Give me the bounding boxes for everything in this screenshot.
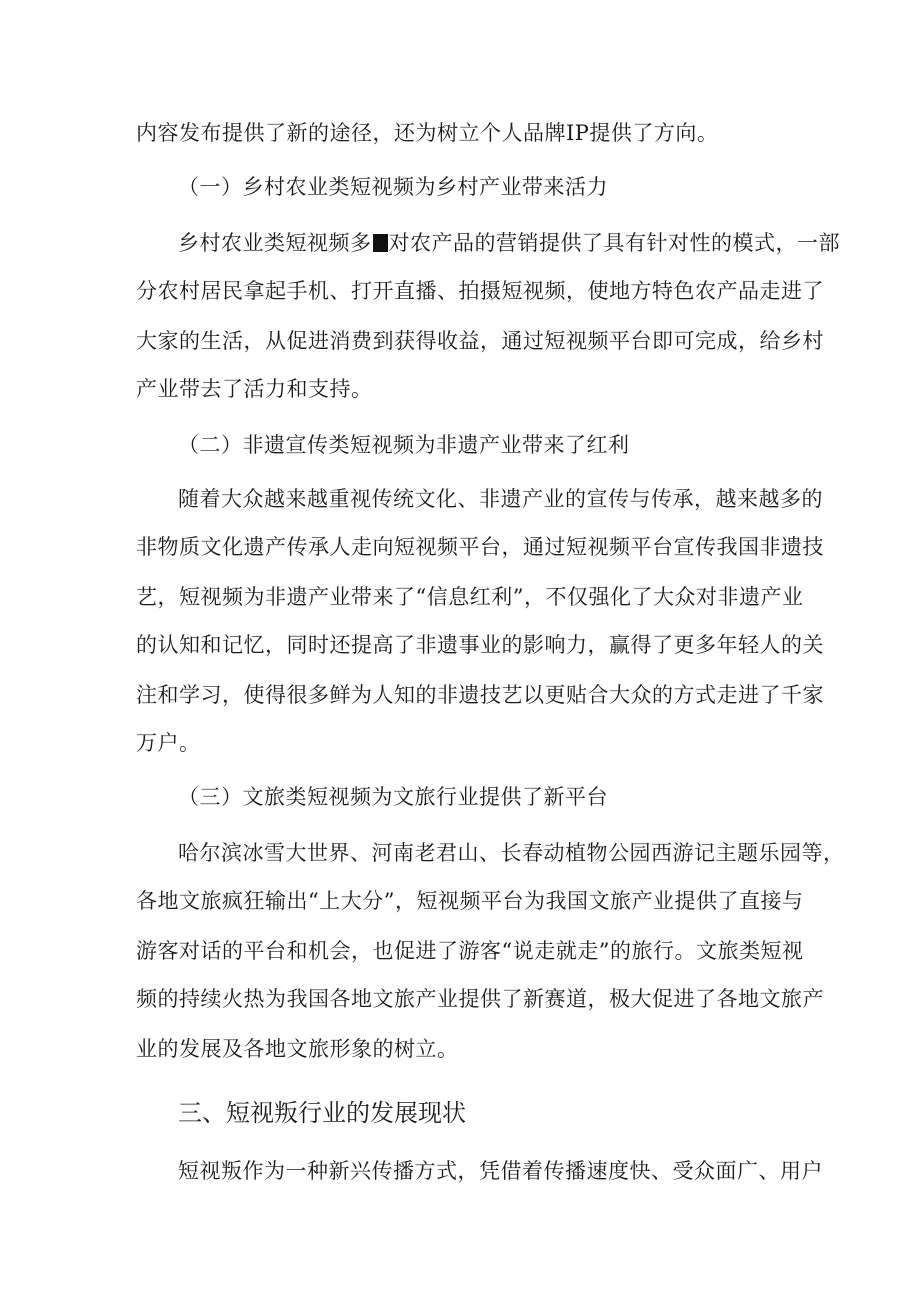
paragraph-line: 大家的生活，从促进消费到获得收益，通过短视频平台即可完成，给乡村 (136, 329, 824, 353)
paragraph-line: 艺，短视频为非遗产业带来了“信息红利”，不仅强化了大众对非遗产业 (136, 585, 804, 609)
paragraph-line (178, 228, 838, 258)
paragraph-line: 哈尔滨冰雪大世界、河南老君山、长春动植物公园西游记主题乐园等， (178, 841, 845, 865)
paragraph-line: 内容发布提供了新的途径，还为树立个人品牌IP提供了方向。 (136, 121, 719, 145)
subsection-heading-2: （二）非遗宣传类短视频为非遗产业带来了红利 (178, 433, 630, 457)
paragraph-line: 万户。 (136, 731, 201, 755)
subsection-heading-3: （三）文旅类短视频为文旅行业提供了新平台 (178, 785, 608, 809)
paragraph-line: 非物质文化遗产传承人走向短视频平台，通过短视频平台宣传我国非遗技 (136, 535, 824, 559)
paragraph-line: 随着大众越来越重视传统文化、非遗产业的宣传与传承，越来越多的 (178, 487, 823, 511)
redaction-block (373, 234, 388, 252)
text-segment: 对农产品的营销提供了具有针对性的模式，一部 (388, 231, 840, 255)
paragraph-line: 注和学习，使得很多鲜为人知的非遗技艺以更贴合大众的方式走进了千家 (136, 683, 824, 707)
paragraph-line: 产业带去了活力和支持。 (136, 377, 373, 401)
paragraph-line: 业的发展及各地文旅形象的树立。 (136, 1037, 459, 1061)
paragraph-line: 的认知和记忆，同时还提高了非遗事业的影响力，赢得了更多年轻人的关 (136, 633, 824, 657)
paragraph-line: 频的持续火热为我国各地文旅产业提供了新赛道，极大促进了各地文旅产 (136, 987, 824, 1011)
paragraph-line: 分农村居民拿起手机、打开直播、拍摄短视频，使地方特色农产品走进了 (136, 279, 824, 303)
paragraph-line: 各地文旅疯狂输出“上大分”，短视频平台为我国文旅产业提供了直接与 (136, 889, 804, 913)
paragraph-line: 短视叛作为一种新兴传播方式，凭借着传播速度快、受众面广、用户 (178, 1159, 823, 1183)
paragraph-line: 游客对话的平台和机会，也促进了游客“说走就走”的旅行。文旅类短视 (136, 939, 804, 963)
text-segment: 乡村农业类短视频多 (178, 231, 372, 255)
section-heading: 三、短视叛行业的发展现状 (178, 1099, 466, 1127)
subsection-heading-1: （一）乡村农业类短视频为乡村产业带来活力 (178, 175, 608, 199)
